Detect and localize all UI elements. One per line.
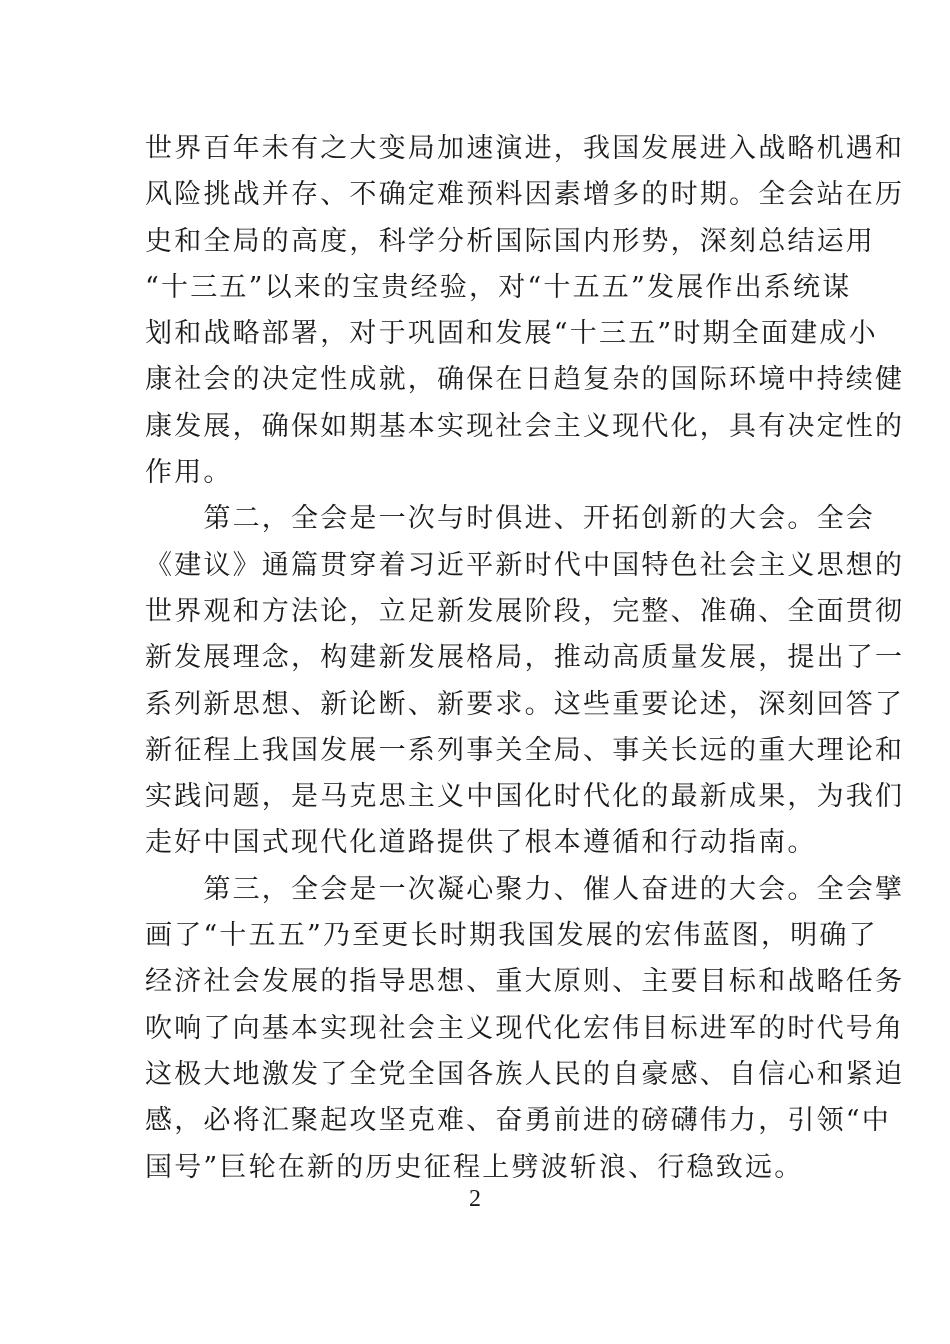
text-line: 系列新思想、新论断、新要求。这些重要论述，深刻回答了 [145,688,905,720]
text-line: 划和战略部署，对于巩固和发展“十三五”时期全面建成小 [145,318,878,350]
text-line: 史和全局的高度，科学分析国际国内形势，深刻总结运用 [145,225,875,257]
text-line: 走好中国式现代化道路提供了根本遵循和行动指南。 [145,827,817,859]
text-line: 世界百年未有之大变局加速演进，我国发展进入战略机遇和 [145,133,905,164]
text-line: 画了“十五五”乃至更长时期我国发展的宏伟蓝图，明确了 [145,920,878,952]
text-line: 第三，全会是一次凝心聚力、催人奋进的大会。全会擘 [145,873,905,905]
text-line: “十三五”以来的宝贵经验，对“十五五”发展作出系统谋 [145,271,852,303]
text-line: 康社会的决定性成就，确保在日趋复杂的国际环境中持续健 [145,364,905,396]
text-line: 《建议》通篇贯穿着习近平新时代中国特色社会主义思想的 [145,549,905,581]
text-line: 新征程上我国发展一系列事关全局、事关长远的重大理论和 [145,734,905,766]
text-line: 国号”巨轮在新的历史征程上劈波斩浪、行稳致远。 [145,1151,804,1183]
text-line: 康发展，确保如期基本实现社会主义现代化，具有决定性的 [145,410,905,442]
text-line: 作用。 [145,457,233,489]
text-line: 风险挑战并存、不确定难预料因素增多的时期。全会站在历 [145,179,905,211]
text-line: 吹响了向基本实现社会主义现代化宏伟目标进军的时代号角 [145,1012,905,1044]
page-number: 2 [469,1186,481,1212]
text-line: 世界观和方法论，立足新发展阶段，完整、准确、全面贯彻 [145,595,905,627]
body-text [145,126,905,1191]
text-line: 第二，全会是一次与时俱进、开拓创新的大会。全会 [145,503,875,535]
text-line: 经济社会发展的指导思想、重大原则、主要目标和战略任务 [145,966,905,998]
text-line: 实践问题，是马克思主义中国化时代化的最新成果，为我们 [145,781,905,813]
text-line: 新发展理念，构建新发展格局，推动高质量发展，提出了一 [145,642,905,674]
text-line: 这极大地激发了全党全国各族人民的自豪感、自信心和紧迫 [145,1058,905,1090]
text-line: 感，必将汇聚起攻坚克难、奋勇前进的磅礴伟力，引领“中 [145,1105,892,1137]
